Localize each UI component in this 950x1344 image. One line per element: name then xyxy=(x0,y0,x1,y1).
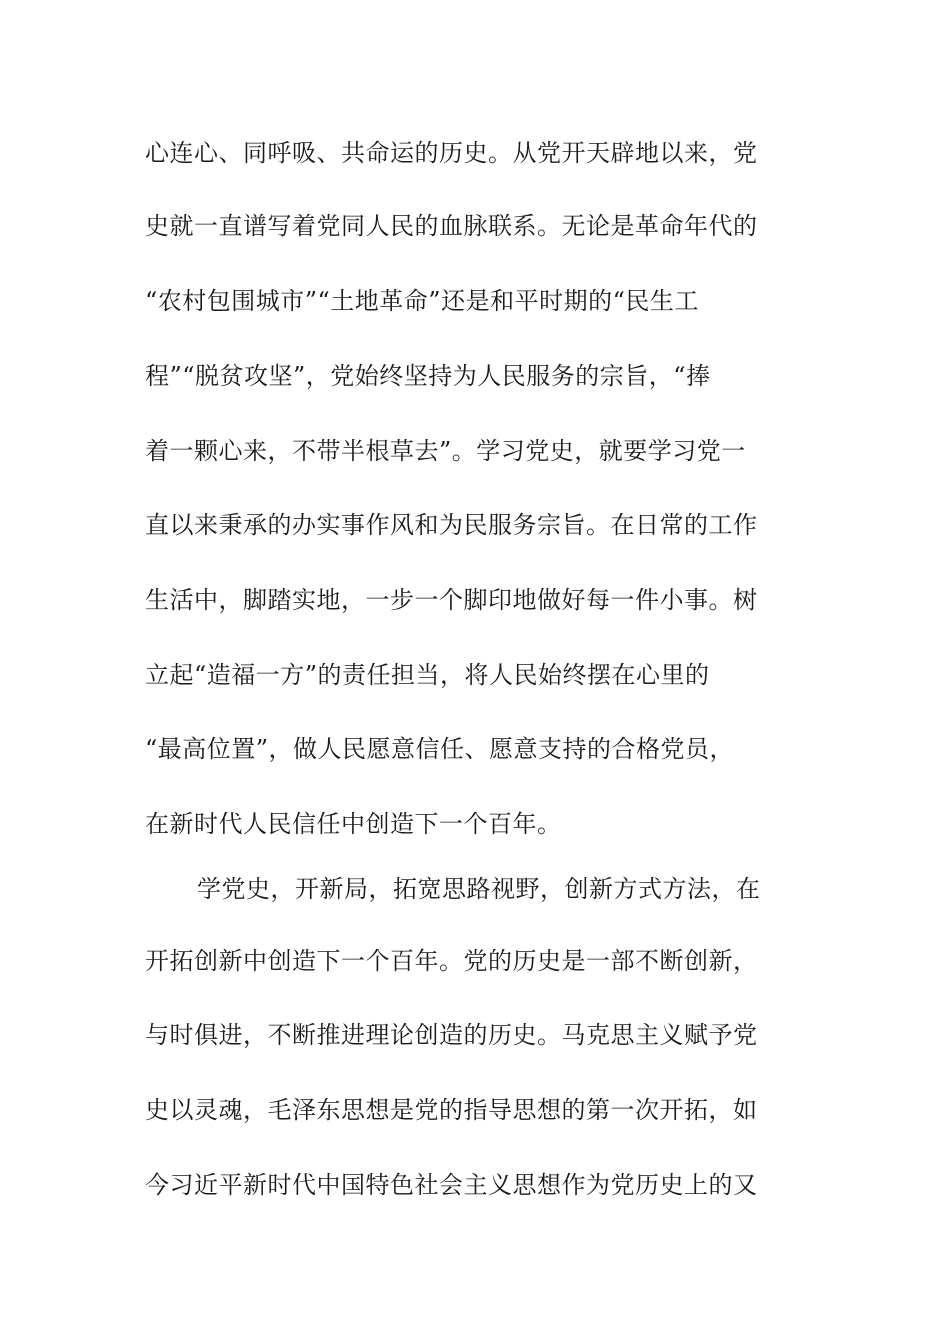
paragraph-start-line: 学党史，开新局，拓宽思路视野，创新方式方法，在 xyxy=(197,875,761,903)
text-line-15: 今习近平新时代中国特色社会主义思想作为党历史上的又 xyxy=(145,1171,758,1199)
text-line-14: 史以灵魂，毛泽东思想是党的指导思想的第一次开拓，如 xyxy=(145,1096,758,1124)
text-line-13: 与时俱进，不断推进理论创造的历史。马克思主义赋予党 xyxy=(145,1021,758,1049)
text-line-10: 在新时代人民信任中创造下一个百年。 xyxy=(145,810,562,838)
text-line-12: 开拓创新中创造下一个百年。党的历史是一部不断创新， xyxy=(145,947,758,975)
text-line-3: “农村包围城市”“土地革命”还是和平时期的“民生工 xyxy=(145,287,699,315)
text-line-7: 生活中，脚踏实地，一步一个脚印地做好每一件小事。树 xyxy=(145,586,758,614)
text-line-5: 着一颗心来，不带半根草去”。学习党史，就要学习党一 xyxy=(145,437,746,465)
text-line-2: 史就一直谱写着党同人民的血脉联系。无论是革命年代的 xyxy=(145,212,758,240)
text-line-9: “最高位置”，做人民愿意信任、愿意支持的合格党员， xyxy=(145,735,735,763)
text-line-6: 直以来秉承的办实事作风和为民服务宗旨。在日常的工作 xyxy=(145,511,758,539)
text-line-8: 立起“造福一方”的责任担当，将人民始终摆在心里的 xyxy=(145,661,710,689)
text-line-1: 心连心、同呼吸、共命运的历史。从党开天辟地以来，党 xyxy=(145,139,758,167)
text-line-4: 程”“脱贫攻坚”，党始终坚持为人民服务的宗旨，“捧 xyxy=(145,362,711,390)
